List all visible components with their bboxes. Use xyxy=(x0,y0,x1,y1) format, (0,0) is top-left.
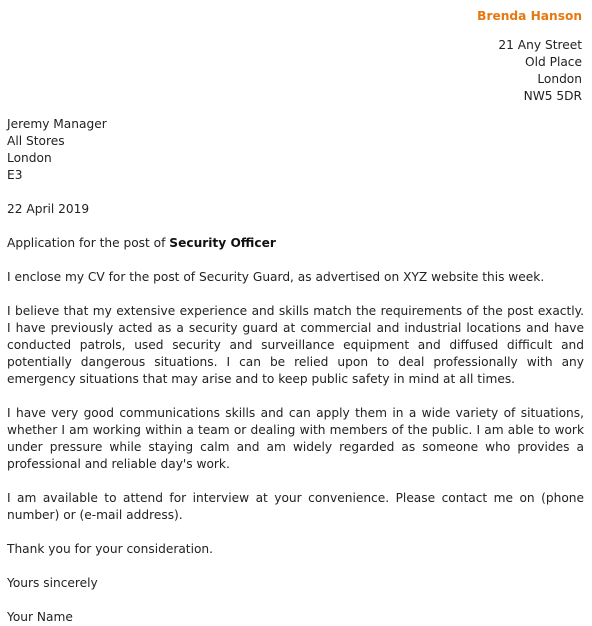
sender-address-line: 21 Any Street xyxy=(498,38,582,52)
body-paragraph: I believe that my extensive experience and skills match the requirements of the post exactly. I have previously acted as a security guard at commercial and industrial locations and have conducted patrols, used security and surveillance equipment and diffused difficult and potentially dangerous situations. I can be relied upon to deal professionally with any emergency situations that may arise and to keep public safety in mind at all times. xyxy=(7,304,584,386)
sender-address-line: Old Place xyxy=(525,55,582,69)
sender-block xyxy=(7,8,582,105)
body-paragraph: I enclose my CV for the post of Security Guard, as advertised on XYZ website this week. xyxy=(7,270,545,284)
recipient-line: London xyxy=(7,151,52,165)
body-paragraph: I have very good communications skills and can apply them in a wide variety of situations, whether I am working within a team or dealing with members of the public. I am able to work under pressure while staying calm and am widely regarded as someone who provides a professional and reliable day's work. xyxy=(7,406,584,471)
recipient-block xyxy=(7,116,584,184)
subject-position: Security Officer xyxy=(169,236,276,250)
letter-date: 22 April 2019 xyxy=(7,202,90,216)
recipient-line: Jeremy Manager xyxy=(7,117,107,131)
body-paragraph: I am available to attend for interview at your convenience. Please contact me on (phone number) or (e-mail address). xyxy=(7,491,584,522)
recipient-line: All Stores xyxy=(7,134,65,148)
sender-address-line: NW5 5DR xyxy=(523,89,582,103)
recipient-line: E3 xyxy=(7,168,23,182)
sender-address-line: London xyxy=(537,72,582,86)
signature-name: Your Name xyxy=(7,610,73,624)
valediction: Yours sincerely xyxy=(7,576,98,590)
subject-line xyxy=(7,235,584,252)
body-paragraph: Thank you for your consideration. xyxy=(7,542,214,556)
subject-prefix: Application for the post of xyxy=(7,236,170,250)
sender-name: Brenda Hanson xyxy=(477,9,582,23)
